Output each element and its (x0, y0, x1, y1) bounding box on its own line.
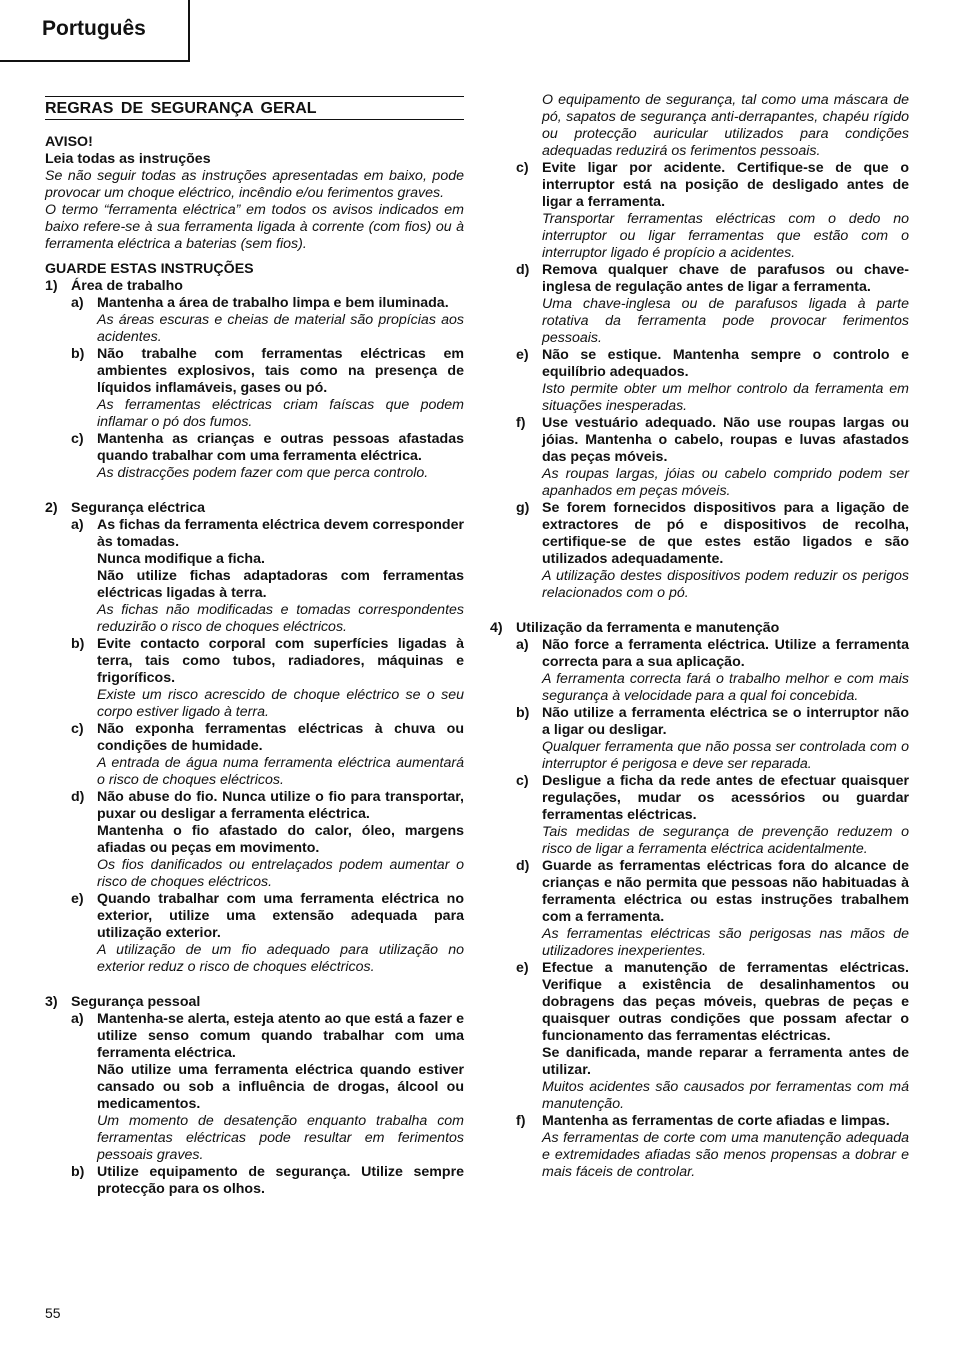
list-item: c) Evite ligar por acidente. Certifique-se de que o interruptor está na posição de desligado antes de ligar a ferramenta. Transportar ferramentas eléctricas com o dedo no interruptor ou ligar ferramentas que estão com o interruptor ligado é propício a acidentes. (516, 160, 909, 261)
list-item: a) As fichas da ferramenta eléctrica devem corresponder às tomadas. Nunca modifique a ficha. Não utilize fichas adaptadoras com ferramentas eléctricas ligadas à terra. As fichas não modificadas e tomadas correspondentes reduzirão o risco de choques eléctricos. (71, 517, 464, 635)
list-item: b) Não trabalhe com ferramentas eléctricas em ambientes explosivos, tais como na presença de líquidos inflamáveis, gases ou pó. As ferramentas eléctricas criam faíscas que podem inflamar o pó dos fumos. (71, 346, 464, 430)
list-item: e) Efectue a manutenção de ferramentas eléctricas. Verifique a existência de desalinhamentos ou dobragens das peças móveis, quebras de peças e quaisquer outras condições que possam afectar o funcionamento das ferramentas eléctricas. Se danificada, mande reparar a ferramenta antes de utilizar. Muitos acidentes são causados por ferramentas com má manutenção. (516, 960, 909, 1112)
list-item: e) Não se estique. Mantenha sempre o controlo e equilíbrio adequados. Isto permite obter um melhor controlo da ferramenta em situações inesperadas. (516, 347, 909, 414)
list-item: d) Guarde as ferramentas eléctricas fora do alcance de crianças e não permita que pessoas não habituadas à ferramenta eléctrica ou estas instruções trabalhem com a ferramenta. As ferramentas eléctricas são perigosas nas mãos de utilizadores inexperientes. (516, 858, 909, 959)
left-column (45, 96, 464, 1198)
intro-paragraph-2: O termo “ferramenta eléctrica” em todos os avisos indicados em baixo refere-se à sua ferramenta ligada à corrente (com fios) ou à ferramenta eléctrica a baterias (sem fios). (45, 202, 464, 252)
section-1: 1) Área de trabalho (45, 278, 464, 295)
list-item: c) Desligue a ficha da rede antes de efectuar quaisquer regulações, mudar os acessórios ou guardar ferramentas eléctricas. Tais medidas de segurança de prevenção reduzem o risco de ligar a ferramenta eléctrica acidentalmente. (516, 773, 909, 857)
list-item: d) Remova qualquer chave de parafusos ou chave-inglesa de regulação antes de ligar a ferramenta. Uma chave-inglesa ou de parafusos ligada à parte rotativa da ferramenta pode provocar ferimentos pessoais. (516, 262, 909, 346)
list-item: f) Mantenha as ferramentas de corte afiadas e limpas. As ferramentas de corte com uma manutenção adequada e extremidades afiadas são menos propensas a dobrar e mais fáceis de controlar. (516, 1113, 909, 1180)
list-item: c) Mantenha as crianças e outras pessoas afastadas quando trabalhar com uma ferramenta eléctrica. As distracções podem fazer com que perca controlo. (71, 431, 464, 481)
section-2-title: Segurança eléctrica (71, 500, 206, 516)
list-item: a) Não force a ferramenta eléctrica. Utilize a ferramenta correcta para a sua aplicação. A ferramenta correcta fará o trabalho melhor e com mais segurança à velocidade para a qual foi concebida. (516, 637, 909, 704)
list-item: b) Evite contacto corporal com superfícies ligadas à terra, tais como tubos, radiadores, máquinas e frigoríficos. Existe um risco acrescido de choque eléctrico se o seu corpo estiver ligado à terra. (71, 636, 464, 720)
section-1-title: Área de trabalho (71, 278, 183, 294)
list-item: d) Não abuse do fio. Nunca utilize o fio para transportar, puxar ou desligar a ferramenta eléctrica. Mantenha o fio afastado do calor, óleo, margens afiadas ou peças em movimento. Os fios danificados ou entrelaçados podem aumentar o risco de choques eléctricos. (71, 789, 464, 890)
save-instructions: GUARDE ESTAS INSTRUÇÕES (45, 261, 254, 277)
list-item: a) Mantenha a área de trabalho limpa e bem iluminada. As áreas escuras e cheias de material são propícias aos acidentes. (71, 295, 464, 345)
section-3: 3) Segurança pessoal (45, 994, 464, 1011)
read-instructions: Leia todas as instruções (45, 151, 211, 167)
warning-label: AVISO! (45, 134, 93, 150)
list-item: b) Utilize equipamento de segurança. Utilize sempre protecção para os olhos. (71, 1164, 464, 1197)
list-item: e) Quando trabalhar com uma ferramenta eléctrica no exterior, utilize uma extensão adequada para utilização exterior. A utilização de um fio adequado para utilização no exterior reduz o risco de choques eléctricos. (71, 891, 464, 975)
language-label: Português (42, 17, 146, 40)
section-3-title: Segurança pessoal (71, 994, 201, 1010)
section-title: REGRAS DE SEGURANÇA GERAL (45, 96, 464, 120)
page-number: 55 (45, 1305, 61, 1321)
intro-paragraph-1: Se não seguir todas as instruções apresentadas em baixo, pode provocar um choque eléctrico, incêndio e/ou ferimentos graves. (45, 168, 464, 201)
section-4: 4) Utilização da ferramenta e manutenção (490, 620, 909, 637)
section-4-title: Utilização da ferramenta e manutenção (516, 620, 780, 636)
language-tab (0, 0, 190, 62)
list-item: a) Mantenha-se alerta, esteja atento ao que está a fazer e utilize senso comum quando trabalhar com uma ferramenta eléctrica. Não utilize uma ferramenta eléctrica quando estiver cansado ou sob a influência de drogas, álcool ou medicamentos. Um momento de desatenção enquanto trabalha com ferramentas eléctricas pode resultar em ferimentos pessoais graves. (71, 1011, 464, 1163)
list-item: c) Não exponha ferramentas eléctricas à chuva ou condições de humidade. A entrada de água numa ferramenta eléctrica aumentará o risco de choques eléctricos. (71, 721, 464, 788)
list-item: g) Se forem fornecidos dispositivos para a ligação de extractores de pó e dispositivos de recolha, certifique-se de que estes estão ligados e são utilizados adequadamente. A utilização destes dispositivos podem reduzir os perigos relacionados com o pó. (516, 500, 909, 601)
list-item: b) Não utilize a ferramenta eléctrica se o interruptor não a ligar ou desligar. Qualquer ferramenta que não possa ser controlada com o interruptor é perigosa e deve ser reparada. (516, 705, 909, 772)
list-item: O equipamento de segurança, tal como uma máscara de pó, sapatos de segurança anti-derrapantes, chapéu rígido ou protecção auricular utilizados para condições adequadas reduzirá os ferimentos pessoais. (542, 92, 909, 159)
section-2: 2) Segurança eléctrica (45, 500, 464, 517)
list-item: f) Use vestuário adequado. Não use roupas largas ou jóias. Mantenha o cabelo, roupas e luvas afastados das peças móveis. As roupas largas, jóias ou cabelo comprido podem ser apanhados em peças móveis. (516, 415, 909, 499)
right-column (490, 92, 909, 1181)
